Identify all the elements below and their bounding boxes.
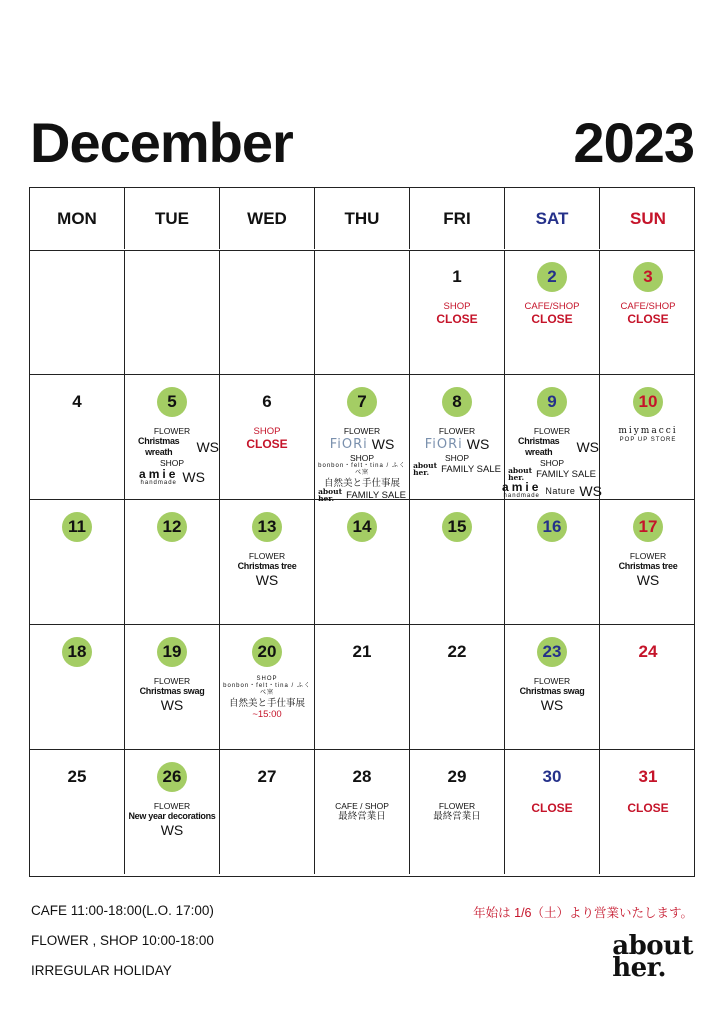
event-text: WS — [160, 696, 184, 713]
day-cell-15 — [410, 500, 505, 624]
event-text: SHOP — [159, 457, 185, 468]
event-text: FLOWER — [629, 551, 667, 561]
event-text: FLOWER — [248, 551, 286, 561]
event-text: FLOWER — [533, 676, 571, 686]
nature-brand-logo: Nature — [545, 485, 576, 496]
brand-name: FiORi — [424, 436, 463, 452]
day-cell-10 — [600, 375, 696, 499]
event-text: FLOWER — [153, 801, 191, 811]
event-text: SHOP — [349, 452, 375, 463]
day-events — [220, 676, 314, 720]
day-number: 25 — [67, 767, 87, 786]
event-text: SHOP — [444, 452, 470, 463]
day-cell-28 — [315, 750, 410, 874]
day-cell-5 — [125, 375, 220, 499]
workshop-label: WS — [466, 436, 490, 453]
day-number: 23 — [537, 637, 567, 667]
day-events — [220, 426, 314, 452]
event-text: Christmas swag — [519, 686, 585, 697]
event-text: CLOSE — [436, 312, 478, 327]
weekday-thu: THU — [315, 188, 410, 249]
event-text: 自然美と手仕事展 — [228, 697, 305, 709]
day-number: 22 — [447, 642, 467, 661]
about-her-family-sale — [410, 463, 504, 477]
day-number: 29 — [447, 767, 467, 786]
empty-day-cell — [315, 250, 410, 374]
event-text: FLOWER — [153, 676, 191, 686]
amie-brand-logo — [139, 468, 178, 487]
day-cell-12 — [125, 500, 220, 624]
day-cell-20 — [220, 625, 315, 749]
day-cell-26 — [125, 750, 220, 874]
event-text: ~15:00 — [252, 708, 282, 720]
day-number: 11 — [62, 512, 92, 542]
day-cell-25 — [30, 750, 125, 874]
event-text: miymacci — [618, 426, 678, 436]
logo-line-2: her. — [612, 953, 667, 984]
day-events — [600, 301, 696, 327]
day-number: 16 — [537, 512, 567, 542]
about-her-brand-logo — [413, 463, 437, 477]
day-events — [410, 801, 504, 823]
day-number: 1 — [452, 267, 462, 286]
about-her-family-sale — [505, 465, 599, 482]
event-text: CLOSE — [246, 437, 288, 452]
day-number: 13 — [252, 512, 282, 542]
logo-line-1: about — [612, 931, 693, 961]
empty-day-cell — [220, 250, 315, 374]
workshop-label: WS — [196, 438, 219, 455]
day-number: 17 — [633, 512, 663, 542]
day-events — [600, 801, 696, 815]
amie-name: amie — [502, 480, 542, 495]
day-events — [502, 426, 602, 501]
amie-subtitle: handmade — [503, 493, 540, 500]
day-cell-11 — [30, 500, 125, 624]
event-text: WS — [160, 821, 184, 838]
day-number: 20 — [252, 637, 282, 667]
day-events — [600, 551, 696, 589]
calendar-grid — [29, 187, 695, 877]
amie-brand-logo — [502, 481, 541, 500]
about-her-logo — [612, 931, 693, 984]
event-text: CLOSE — [531, 312, 573, 327]
day-number: 12 — [157, 512, 187, 542]
weekday-wed: WED — [220, 188, 315, 249]
workshop-label: WS — [371, 436, 395, 453]
year-title: 2023 — [573, 111, 694, 174]
event-text: Christmas tree — [618, 561, 678, 572]
event-text: FLOWER — [438, 801, 476, 811]
event-text: WS — [636, 571, 660, 588]
day-number: 18 — [62, 637, 92, 667]
event-text: CAFE/SHOP — [524, 301, 580, 312]
day-cell-1 — [410, 250, 505, 374]
event-text: SHOP — [253, 426, 281, 437]
day-number: 15 — [442, 512, 472, 542]
day-cell-19 — [125, 625, 220, 749]
calendar-week-row — [30, 500, 694, 625]
brand-workshop — [315, 436, 409, 453]
month-title: December — [30, 111, 293, 174]
day-cell-6 — [220, 375, 315, 499]
brand-name: FiORi — [329, 436, 368, 452]
day-cell-3 — [600, 250, 696, 374]
brand-name: Christmas wreath — [518, 436, 560, 457]
event-text: CLOSE — [531, 801, 573, 815]
day-cell-29 — [410, 750, 505, 874]
amie-subtitle: handmade — [140, 479, 177, 486]
day-number: 2 — [537, 262, 567, 292]
day-cell-30 — [505, 750, 600, 874]
brand-workshop — [505, 436, 599, 458]
day-number: 4 — [72, 392, 82, 411]
about-line-2: her. — [508, 472, 525, 482]
day-number: 26 — [157, 762, 187, 792]
day-events — [410, 301, 504, 327]
amie-workshop — [502, 480, 602, 500]
event-label: FAMILY SALE — [441, 464, 501, 476]
weekday-header-row — [30, 188, 694, 251]
day-cell-7 — [315, 375, 410, 503]
day-cell-9 — [502, 375, 602, 500]
workshop-label: WS — [576, 438, 599, 455]
day-number: 14 — [347, 512, 377, 542]
event-text: POP UP STORE — [619, 436, 677, 443]
weekday-fri: FRI — [410, 188, 505, 249]
day-number: 27 — [257, 767, 277, 786]
day-number: 28 — [352, 767, 372, 786]
event-text: FLOWER — [343, 426, 381, 436]
day-cell-23 — [505, 625, 600, 749]
event-text: SHOP — [539, 457, 565, 468]
day-cell-31 — [600, 750, 696, 874]
day-cell-4 — [30, 375, 125, 499]
brand-workshop — [410, 436, 504, 453]
day-events — [125, 801, 219, 839]
day-number: 7 — [347, 387, 377, 417]
about-line-2: her. — [318, 493, 335, 503]
event-text: 自然美と手仕事展 — [323, 477, 400, 489]
weekday-tue: TUE — [125, 188, 220, 249]
day-events — [505, 301, 599, 327]
workshop-label: WS — [182, 469, 205, 486]
day-number: 24 — [638, 642, 658, 661]
day-cell-27 — [220, 750, 315, 874]
empty-day-cell — [30, 250, 125, 374]
event-text: FLOWER — [533, 426, 571, 436]
weekday-sun: SUN — [630, 208, 666, 228]
empty-day-cell — [125, 250, 220, 374]
day-cell-17 — [600, 500, 696, 624]
workshop-label: WS — [579, 482, 602, 499]
event-text: SHOP — [443, 301, 471, 312]
calendar-week-row — [30, 750, 694, 875]
day-events — [125, 426, 219, 487]
event-text: CAFE/SHOP — [620, 301, 676, 312]
day-number: 30 — [542, 767, 562, 786]
day-number: 6 — [262, 392, 272, 411]
day-events — [505, 801, 599, 815]
day-events — [220, 551, 314, 589]
flower-shop-hours: FLOWER , SHOP 10:00-18:00 — [31, 933, 214, 948]
event-text: CAFE / SHOP — [335, 801, 389, 811]
event-text: Christmas tree — [237, 561, 297, 572]
calendar-week-row — [30, 375, 694, 503]
about-her-brand-logo — [508, 465, 533, 482]
event-text: SHOP — [256, 676, 278, 682]
event-text: WS — [255, 571, 279, 588]
day-cell-18 — [30, 625, 125, 749]
calendar-week-row — [30, 250, 694, 375]
day-cell-16 — [505, 500, 600, 624]
day-number: 21 — [352, 642, 372, 661]
event-text: 最終営業日 — [433, 811, 481, 823]
event-text: FLOWER — [153, 426, 191, 436]
event-label: FAMILY SALE — [536, 469, 596, 481]
about-line-1: about — [508, 465, 533, 475]
amie-name: amie — [139, 466, 179, 481]
day-events — [315, 801, 409, 823]
event-text: CLOSE — [627, 801, 669, 815]
day-cell-8 — [410, 375, 505, 499]
day-cell-22 — [410, 625, 505, 749]
day-events — [410, 426, 504, 477]
day-number: 9 — [537, 387, 567, 417]
day-events — [505, 676, 599, 714]
day-events — [125, 676, 219, 714]
brand-name: Christmas wreath — [138, 436, 180, 457]
event-label: FAMILY SALE — [346, 489, 406, 501]
day-cell-14 — [315, 500, 410, 624]
weekday-mon: MON — [30, 188, 125, 249]
about-line-1: about — [318, 486, 343, 496]
day-number: 3 — [633, 262, 663, 292]
day-events — [315, 426, 409, 502]
event-text: 最終営業日 — [338, 811, 386, 823]
day-number: 31 — [638, 767, 658, 786]
event-text: WS — [540, 696, 564, 713]
day-cell-21 — [315, 625, 410, 749]
event-text: CLOSE — [627, 312, 669, 327]
new-year-notice: 年始は 1/6（土）より営業いたします。 — [473, 906, 693, 920]
day-cell-13 — [220, 500, 315, 624]
day-number: 19 — [157, 637, 187, 667]
day-number: 5 — [157, 387, 187, 417]
about-line-1: about — [413, 461, 438, 471]
event-text: New year decorations — [128, 811, 216, 822]
amie-workshop — [125, 468, 219, 487]
event-text: bonbon・felt・tina / ふくべ窯 — [223, 683, 311, 697]
event-text: bonbon・felt・tina / ふくべ窯 — [318, 463, 406, 477]
weekday-sat: SAT — [505, 188, 600, 249]
day-number: 8 — [442, 387, 472, 417]
brand-workshop — [125, 436, 219, 458]
cafe-hours: CAFE 11:00-18:00(L.O. 17:00) — [31, 903, 214, 918]
day-events — [600, 426, 696, 444]
calendar-week-row — [30, 625, 694, 750]
about-line-2: her. — [413, 467, 430, 477]
day-cell-24 — [600, 625, 696, 749]
day-number: 10 — [633, 387, 663, 417]
day-cell-2 — [505, 250, 600, 374]
event-text: FLOWER — [438, 426, 476, 436]
irregular-holiday-note: IRREGULAR HOLIDAY — [31, 963, 172, 978]
event-text: Christmas swag — [139, 686, 205, 697]
